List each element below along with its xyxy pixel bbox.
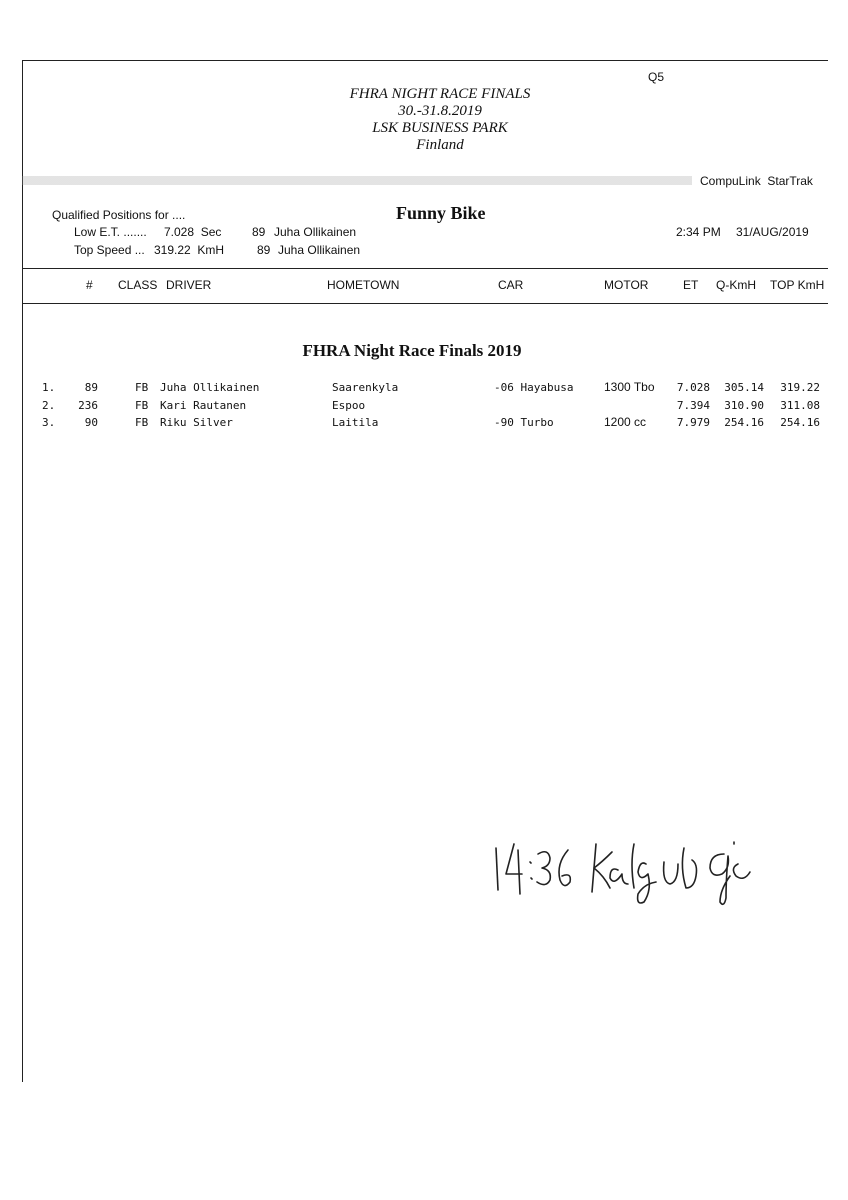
row-et: 7.028 <box>676 381 710 394</box>
row-number: 89 <box>84 381 98 394</box>
dotted-band <box>22 176 692 185</box>
event-title: FHRA NIGHT RACE FINALS <box>349 86 531 102</box>
column-header-divider <box>22 303 828 304</box>
col-header-et: ET <box>683 278 699 292</box>
row-number: 236 <box>78 399 98 412</box>
row-qkmh: 310.90 <box>724 399 764 412</box>
qualified-label: Qualified Positions for .... <box>52 208 186 222</box>
row-topkmh: 254.16 <box>780 416 820 429</box>
left-border-line <box>22 60 23 1082</box>
page-code: Q5 <box>648 70 665 84</box>
col-header-topkmh: TOP KmH <box>770 278 825 292</box>
row-motor: 1300 Tbo <box>604 380 655 394</box>
row-et: 7.394 <box>676 399 710 412</box>
low-et-number: 89 <box>252 225 266 239</box>
brand-label: CompuLink StarTrak <box>700 174 813 188</box>
row-number: 90 <box>84 416 98 429</box>
class-title: Funny Bike <box>396 203 486 223</box>
col-header-hometown: HOMETOWN <box>327 278 400 292</box>
low-et-value: 7.028 Sec <box>164 225 222 239</box>
report-time: 2:34 PM <box>676 225 721 239</box>
top-speed-driver: Juha Ollikainen <box>278 243 361 257</box>
col-header-driver: DRIVER <box>166 278 212 292</box>
row-hometown: Saarenkyla <box>332 381 399 394</box>
event-country: Finland <box>416 137 464 153</box>
row-position: 2. <box>42 399 56 412</box>
col-header-class: CLASS <box>118 278 158 292</box>
row-hometown: Espoo <box>332 399 366 412</box>
row-driver: Kari Rautanen <box>160 399 247 412</box>
row-et: 7.979 <box>676 416 710 429</box>
row-topkmh: 319.22 <box>780 381 820 394</box>
row-car: -06 Hayabusa <box>494 381 574 394</box>
header-divider <box>22 268 828 269</box>
low-et-label: Low E.T. ....... <box>74 225 147 239</box>
low-et-driver: Juha Ollikainen <box>274 225 357 239</box>
row-driver: Juha Ollikainen <box>160 381 260 394</box>
row-qkmh: 254.16 <box>724 416 764 429</box>
row-car: -90 Turbo <box>494 416 554 429</box>
event-dates: 30.-31.8.2019 <box>398 103 482 119</box>
col-header-qkmh: Q-KmH <box>716 278 756 292</box>
row-topkmh: 311.08 <box>780 399 820 412</box>
report-date: 31/AUG/2019 <box>736 225 809 239</box>
handwritten-signature <box>488 830 768 920</box>
top-border-line <box>22 60 828 61</box>
top-speed-value: 319.22 KmH <box>154 243 225 257</box>
row-motor: 1200 cc <box>604 415 647 429</box>
row-qkmh: 305.14 <box>724 381 764 394</box>
row-class: FB <box>135 416 149 429</box>
top-speed-number: 89 <box>257 243 271 257</box>
top-speed-label: Top Speed ... <box>74 243 145 257</box>
row-class: FB <box>135 399 149 412</box>
row-position: 3. <box>42 416 56 429</box>
section-title: FHRA Night Race Finals 2019 <box>302 341 522 360</box>
col-header-motor: MOTOR <box>604 278 649 292</box>
col-header-num: # <box>86 278 93 292</box>
row-hometown: Laitila <box>332 416 379 429</box>
col-header-car: CAR <box>498 278 524 292</box>
row-driver: Riku Silver <box>160 416 233 429</box>
event-venue: LSK BUSINESS PARK <box>372 120 508 136</box>
row-class: FB <box>135 381 149 394</box>
row-position: 1. <box>42 381 56 394</box>
